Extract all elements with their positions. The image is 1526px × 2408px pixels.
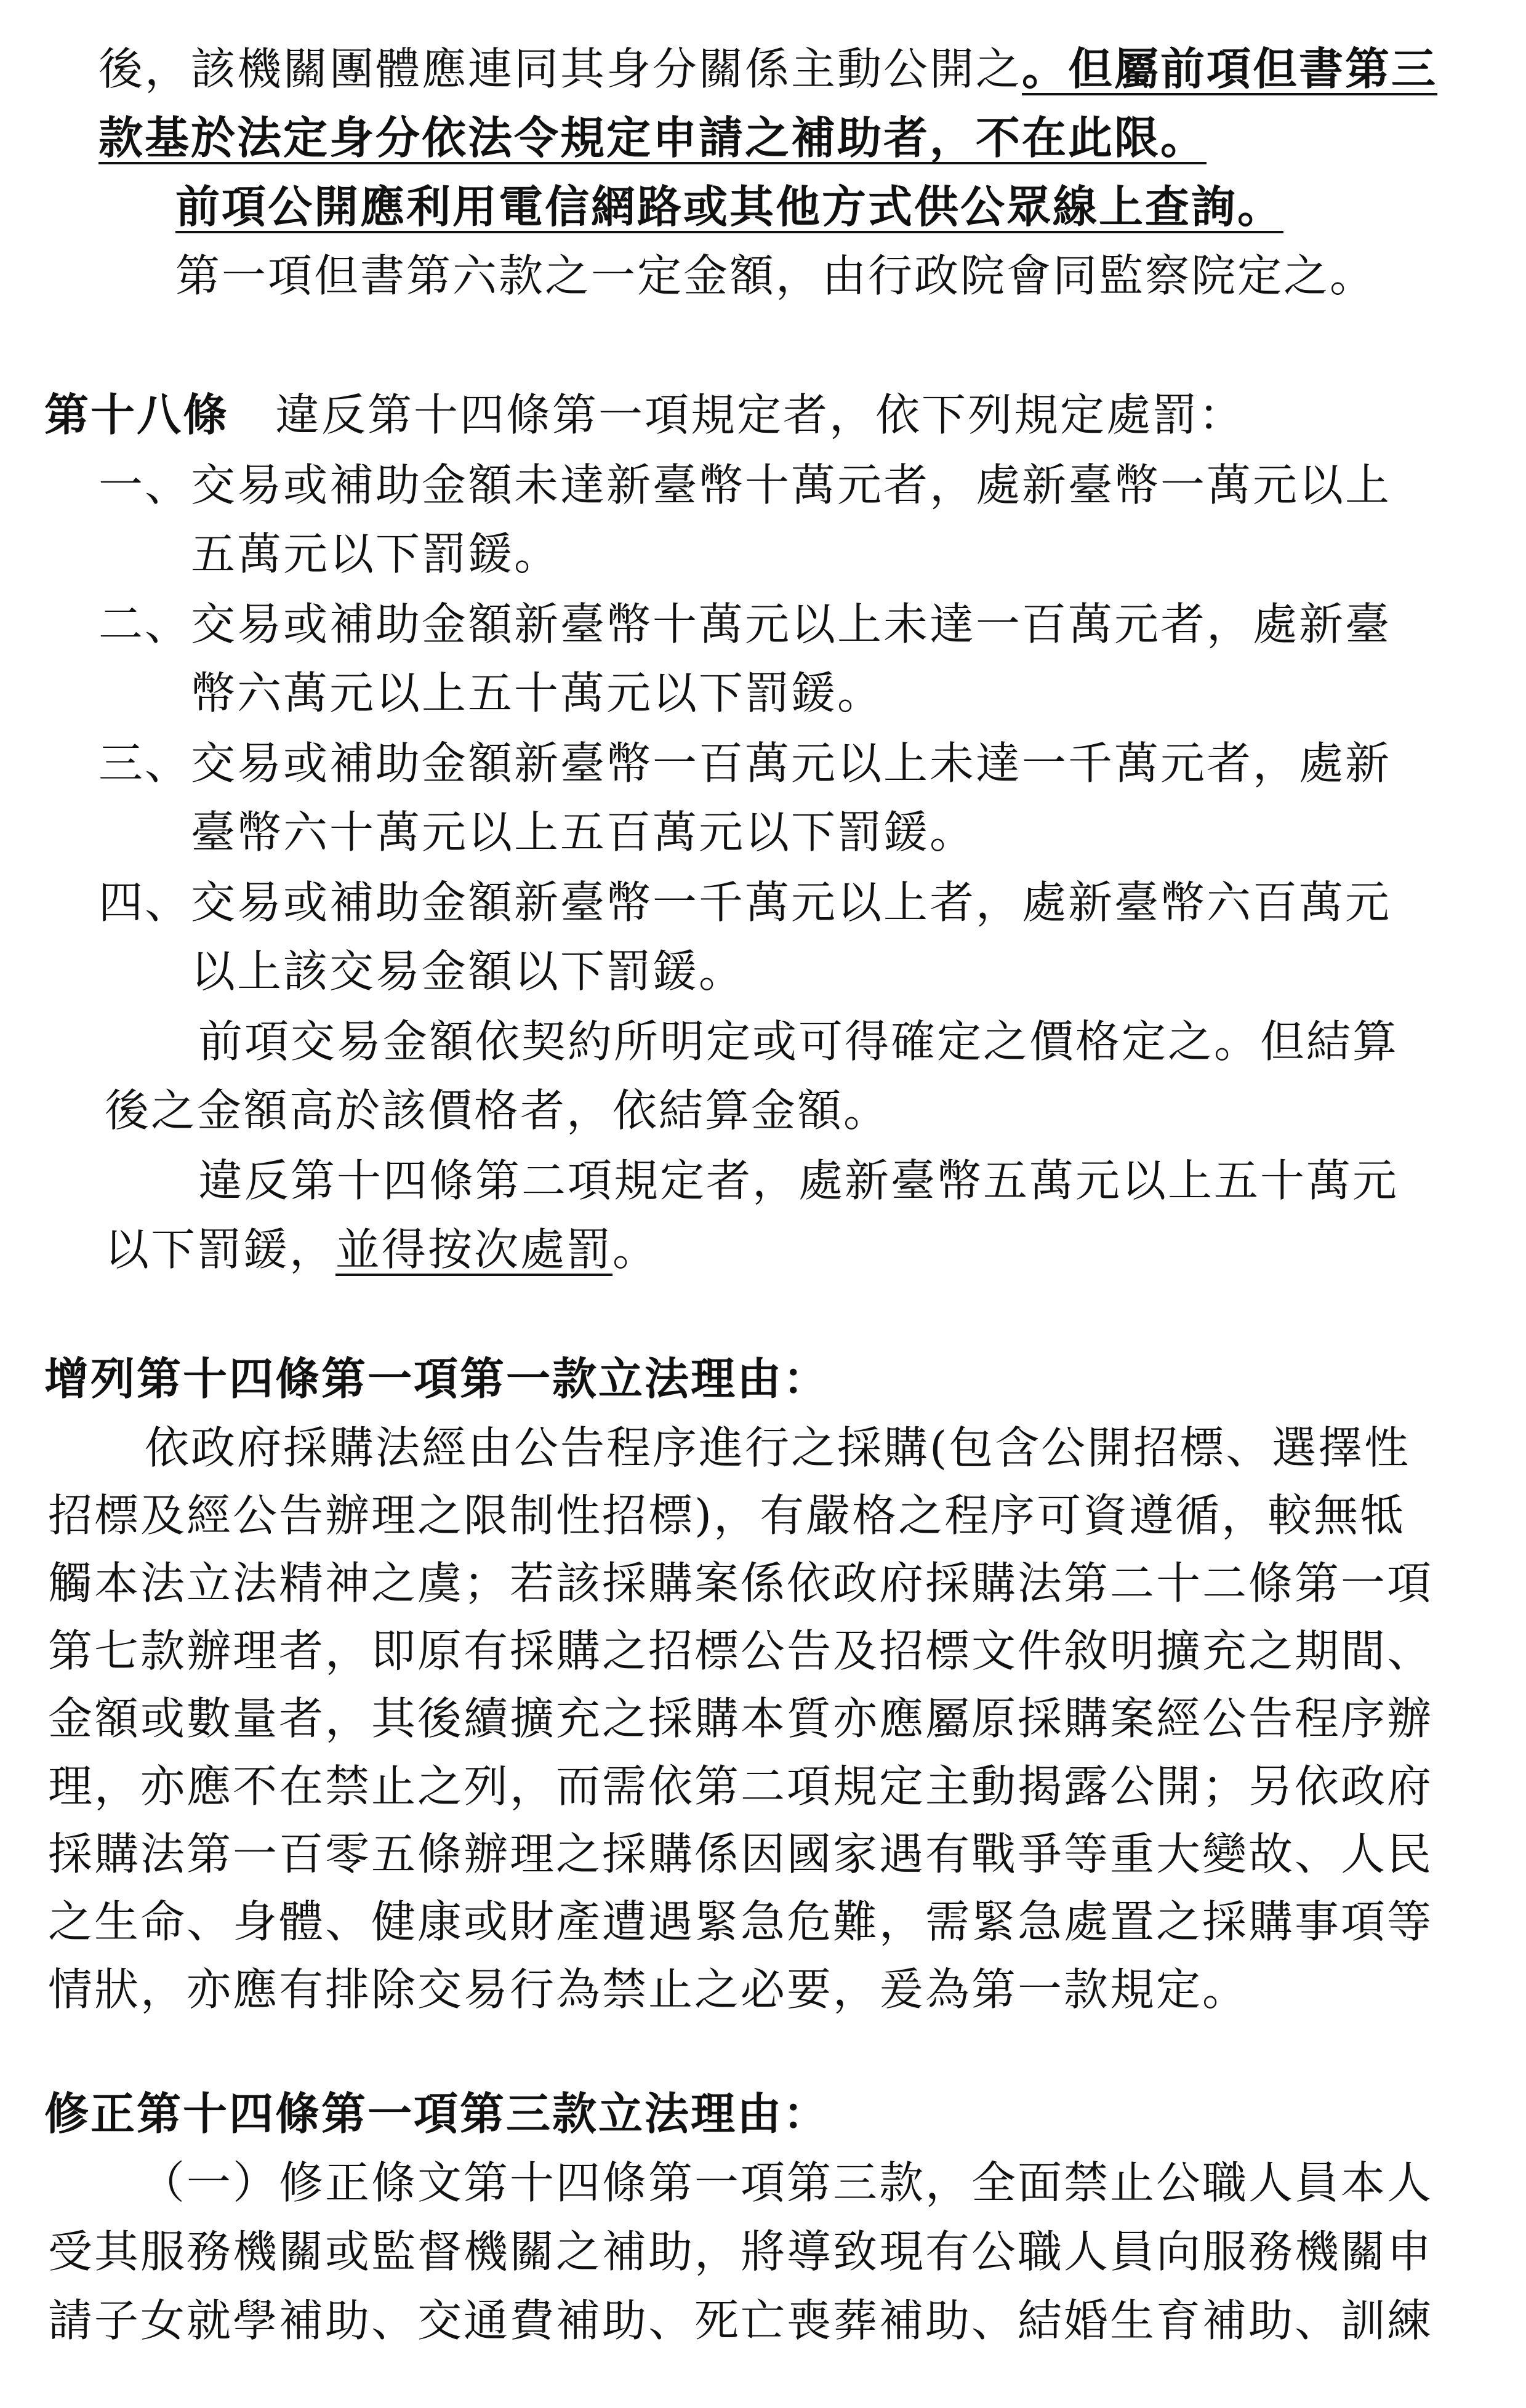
text-line	[98, 39, 1437, 98]
text-run: 一、交易或補助金額未達新臺幣十萬元者，處新臺幣一萬元以上	[98, 459, 1392, 511]
list-item-continuation	[191, 803, 976, 862]
text-run: 金額或數量者，其後續擴充之採購本質亦應屬原採購案經公告程序辦	[48, 1693, 1434, 1744]
bold-underlined-text: 前項公開應利用電信網路或其他方式供公眾線上查詢。	[175, 180, 1284, 233]
text-run: 以下罰鍰，	[105, 1224, 336, 1275]
bold-underlined-text: 款基於法定身分依法令規定申請之補助者，不在此限。	[98, 111, 1207, 164]
list-item-line	[98, 595, 1391, 654]
text-line	[48, 1892, 1433, 1951]
text-line	[48, 1824, 1433, 1884]
text-line	[48, 1960, 1248, 2019]
text-run: 第一項但書第六款之一定金額，由行政院會同監察院定之。	[175, 250, 1376, 302]
text-run: 四、交易或補助金額新臺幣一千萬元以上者，處新臺幣六百萬元	[98, 877, 1392, 928]
text-run: 前項交易金額依契約所明定或可得確定之價格定之。但結算	[198, 1016, 1399, 1067]
text-run: 觸本法立法精神之虞；若該採購案係依政府採購法第二十二條第一項	[48, 1557, 1434, 1609]
text-line	[48, 2291, 1433, 2350]
text-line	[48, 1621, 1433, 1680]
text-run: 之生命、身體、健康或財產遭遇緊急危難，需緊急處置之採購事項等	[48, 1896, 1434, 1948]
article-heading: 第十八條	[44, 388, 230, 441]
text-run: 招標及經公告辦理之限制性招標)，有嚴格之程序可資遵循，較無牴	[48, 1490, 1407, 1541]
list-item-continuation	[191, 942, 745, 1001]
text-line	[145, 1418, 1410, 1477]
text-run: 二、交易或補助金額新臺幣十萬元以上未達一百萬元者，處新臺	[98, 598, 1392, 650]
text-run: 後，該機關團體應連同其身分關係主動公開之	[98, 43, 1022, 95]
list-item-continuation	[191, 664, 883, 723]
section-heading: 修正第十四條第一項第三款立法理由：	[44, 2087, 830, 2140]
text-run: 理，亦應不在禁止之列，而需依第二項規定主動揭露公開；另依政府	[48, 1760, 1434, 1812]
text-run: 五萬元以下罰鍰。	[191, 528, 561, 580]
text-line	[48, 1486, 1406, 1545]
text-run: 採購法第一百零五條辦理之採購係因國家遇有戰爭等重大變故、人民	[48, 1828, 1434, 1880]
text-line	[48, 2222, 1433, 2281]
text-line	[175, 246, 1376, 305]
text-run: 受其服務機關或監督機關之補助，將導致現有公職人員向服務機關申	[48, 2226, 1434, 2278]
text-line	[48, 1689, 1433, 1748]
text-line	[105, 1081, 889, 1140]
list-item-line	[98, 873, 1391, 932]
section-heading-line	[44, 2084, 829, 2143]
text-run: 情狀，亦應有排除交易行為禁止之必要，爰為第一款規定。	[48, 1964, 1249, 2015]
text-run: 依政府採購法經由公告程序進行之採購(包含公開招標、選擇性	[145, 1422, 1411, 1474]
text-run: 請子女就學補助、交通費補助、死亡喪葬補助、結婚生育補助、訓練	[48, 2295, 1434, 2346]
text-line	[98, 108, 1207, 167]
article-heading-line	[44, 385, 1245, 444]
underlined-text: 並得按次處罰	[335, 1224, 613, 1275]
text-line	[48, 1554, 1433, 1613]
bold-underlined-text: 。但屬前項但書第三	[1022, 42, 1438, 95]
text-line	[48, 1757, 1433, 1816]
text-line	[175, 177, 1283, 236]
text-run: 臺幣六十萬元以上五百萬元以下罰鍰。	[191, 806, 976, 858]
text-line	[198, 1151, 1399, 1210]
text-run: 後之金額高於該價格者，依結算金額。	[105, 1085, 890, 1136]
text-run: 違反第十四條第一項規定者，依下列規定處罰：	[229, 389, 1245, 441]
text-run: 幣六萬元以上五十萬元以下罰鍰。	[191, 667, 884, 719]
text-line	[140, 2153, 1433, 2212]
text-run: 第七款辦理者，即原有採購之招標公告及招標文件敘明擴充之期間、	[48, 1625, 1434, 1677]
text-run: 。	[612, 1224, 659, 1275]
section-heading: 增列第十四條第一項第一款立法理由：	[44, 1352, 830, 1405]
text-run: 三、交易或補助金額新臺幣一百萬元以上未達一千萬元者，處新	[98, 737, 1392, 789]
text-run: 違反第十四條第二項規定者，處新臺幣五萬元以上五十萬元	[198, 1155, 1399, 1206]
list-item-line	[98, 456, 1391, 515]
list-item-line	[98, 734, 1391, 793]
list-item-continuation	[191, 524, 560, 584]
text-run: 以上該交易金額以下罰鍰。	[191, 945, 745, 997]
text-line	[198, 1012, 1399, 1071]
text-line	[105, 1220, 659, 1279]
text-run: （一）修正條文第十四條第一項第三款，全面禁止公職人員本人	[140, 2157, 1434, 2209]
section-heading-line	[44, 1349, 829, 1408]
